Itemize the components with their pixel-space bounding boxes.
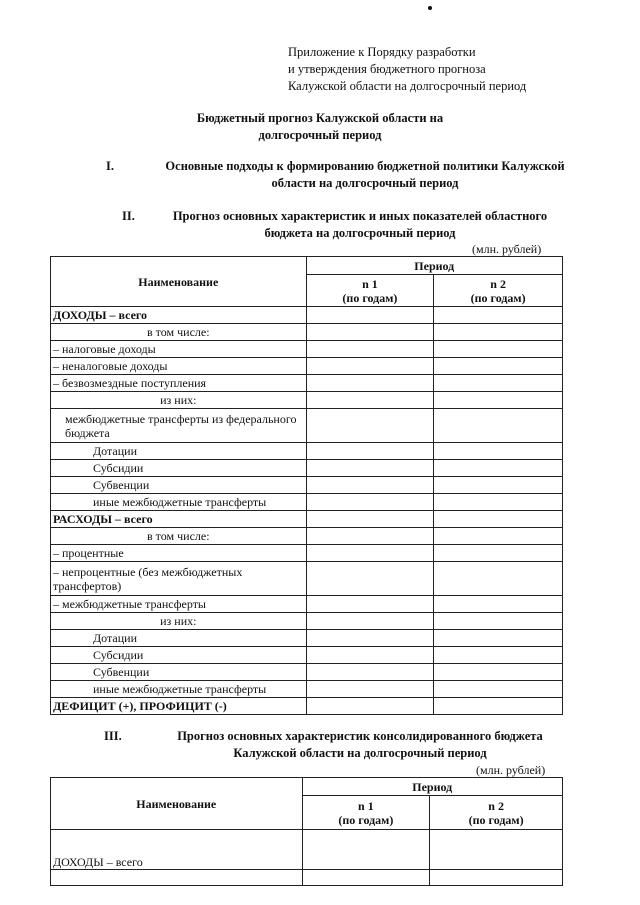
table-2-header-n1-label: n 1 [358,798,374,813]
cell-n2[interactable] [434,409,563,443]
cell-n1[interactable] [302,870,430,886]
cell-n1[interactable] [306,511,434,528]
cell-n1[interactable] [306,477,434,494]
cell-n2[interactable] [434,358,563,375]
row-label: ДЕФИЦИТ (+), ПРОФИЦИТ (-) [51,698,307,715]
table-2-consolidated-budget [50,777,563,886]
cell-n2[interactable] [434,562,563,596]
cell-n2[interactable] [434,630,563,647]
document-title-line-1: Бюджетный прогноз Калужской области на [196,111,444,125]
row-label: в том числе: [51,324,307,341]
table-1-header-n1-label: n 1 [362,276,378,291]
section-3-number: III. [104,729,122,743]
document-title-line-2: долгосрочный период [258,128,382,142]
cell-n1[interactable] [306,647,434,664]
appendix-line-1: Приложение к Порядку разработки [288,45,476,59]
section-1-title [130,158,600,192]
row-label: – неналоговые доходы [51,358,307,375]
cell-n2[interactable] [434,307,563,324]
cell-n2[interactable] [434,392,563,409]
row-label: – межбюджетные трансферты [51,596,307,613]
cell-n2[interactable] [434,664,563,681]
appendix-note [288,44,526,95]
cell-n1[interactable] [306,341,434,358]
table-row [51,341,563,358]
cell-n1[interactable] [306,409,434,443]
row-label: Дотации [51,443,307,460]
scan-speck [428,6,432,10]
table-row [51,698,563,715]
cell-n2[interactable] [430,830,563,870]
row-label: – процентные [51,545,307,562]
cell-n2[interactable] [434,375,563,392]
table-row [51,460,563,477]
table-row [51,630,563,647]
table-row [51,613,563,630]
section-2-title-line-1: Прогноз основных характеристик и иных показателей областного [172,209,548,223]
row-label: из них: [51,392,307,409]
table-2-header-n1 [302,796,430,830]
cell-n2[interactable] [434,443,563,460]
cell-n2[interactable] [434,460,563,477]
table-1-header-n1-sub: (по годам) [342,290,398,305]
table-row [51,830,563,870]
cell-n2[interactable] [434,647,563,664]
table-1-header-n2 [434,275,563,307]
table-2-units: (млн. рублей) [476,763,546,777]
table-row [51,307,563,324]
row-label: Субвенции [51,477,307,494]
cell-n1[interactable] [306,630,434,647]
cell-n1[interactable] [306,698,434,715]
section-1-title-line-1: Основные подходы к формированию бюджетной политики Калужской [165,159,565,173]
table-1-regional-budget [50,256,563,715]
appendix-line-2: и утверждения бюджетного прогноза [288,62,486,76]
table-row [51,477,563,494]
cell-n1[interactable] [306,460,434,477]
cell-n1[interactable] [306,375,434,392]
table-1-header-name: Наименование [51,257,307,307]
table-1-header-n2-label: n 2 [490,276,506,291]
section-3-heading [0,728,640,762]
table-row [51,870,563,886]
row-label: иные межбюджетные трансферты [51,681,307,698]
table-2-header-period: Период [302,778,562,796]
cell-n1[interactable] [306,664,434,681]
cell-n2[interactable] [434,596,563,613]
table-row [51,409,563,443]
row-label: ДОХОДЫ – всего [51,830,303,870]
table-1-header-n1 [306,275,434,307]
section-3-title [140,728,580,762]
cell-n2[interactable] [434,681,563,698]
row-label: из них: [51,613,307,630]
section-3-title-line-1: Прогноз основных характеристик консолидированного бюджета [177,729,543,743]
cell-n1[interactable] [306,324,434,341]
section-1-heading [0,158,640,192]
row-label: иные межбюджетные трансферты [51,494,307,511]
table-row [51,681,563,698]
section-2-title-line-2: бюджета на долгосрочный период [264,226,456,240]
table-row [51,358,563,375]
table-2-header-n2-sub: (по годам) [468,812,524,827]
cell-n1[interactable] [306,562,434,596]
cell-n1[interactable] [306,613,434,630]
row-label: РАСХОДЫ – всего [51,511,307,528]
table-row [51,647,563,664]
row-label: – непроцентные (без межбюджетных трансфертов) [51,562,307,596]
table-row [51,511,563,528]
row-label: Субвенции [51,664,307,681]
cell-n2[interactable] [434,698,563,715]
section-2-number: II. [122,209,135,223]
cell-n2[interactable] [434,545,563,562]
table-row [51,545,563,562]
table-row [51,494,563,511]
row-label: – налоговые доходы [51,341,307,358]
cell-n2[interactable] [434,511,563,528]
section-1-title-line-2: области на долгосрочный период [271,176,459,190]
table-1-units: (млн. рублей) [472,242,542,256]
row-label: межбюджетные трансферты из федерального бюджета [51,409,307,443]
table-row [51,443,563,460]
table-row [51,528,563,545]
section-3-title-line-2: Калужской области на долгосрочный период [233,746,487,760]
row-label [51,870,303,886]
cell-n2[interactable] [434,477,563,494]
cell-n1[interactable] [306,307,434,324]
cell-n2[interactable] [434,341,563,358]
cell-n1[interactable] [306,392,434,409]
cell-n1[interactable] [306,443,434,460]
section-2-title [140,208,580,242]
table-row [51,375,563,392]
table-row [51,562,563,596]
table-row [51,596,563,613]
cell-n2[interactable] [434,528,563,545]
row-label: Субсидии [51,460,307,477]
row-label: в том числе: [51,528,307,545]
table-2-header-name: Наименование [51,778,303,830]
cell-n1[interactable] [306,494,434,511]
cell-n2[interactable] [434,494,563,511]
section-2-heading [0,208,640,242]
table-row [51,392,563,409]
document-title [0,110,640,144]
cell-n1[interactable] [302,830,430,870]
cell-n1[interactable] [306,545,434,562]
cell-n1[interactable] [306,596,434,613]
table-2-header-n2 [430,796,563,830]
cell-n1[interactable] [306,528,434,545]
table-row [51,324,563,341]
table-1-header-n2-sub: (по годам) [470,290,526,305]
cell-n1[interactable] [306,681,434,698]
section-1-number: I. [106,159,114,173]
cell-n1[interactable] [306,358,434,375]
cell-n2[interactable] [434,324,563,341]
cell-n2[interactable] [430,870,563,886]
row-label: Дотации [51,630,307,647]
appendix-line-3: Калужской области на долгосрочный период [288,79,527,93]
table-1-header-period: Период [306,257,562,275]
table-2-header-n1-sub: (по годам) [338,812,394,827]
table-row [51,664,563,681]
table-2-header-n2-label: n 2 [488,798,504,813]
row-label: Субсидии [51,647,307,664]
row-label: – безвозмездные поступления [51,375,307,392]
cell-n2[interactable] [434,613,563,630]
row-label: ДОХОДЫ – всего [51,307,307,324]
